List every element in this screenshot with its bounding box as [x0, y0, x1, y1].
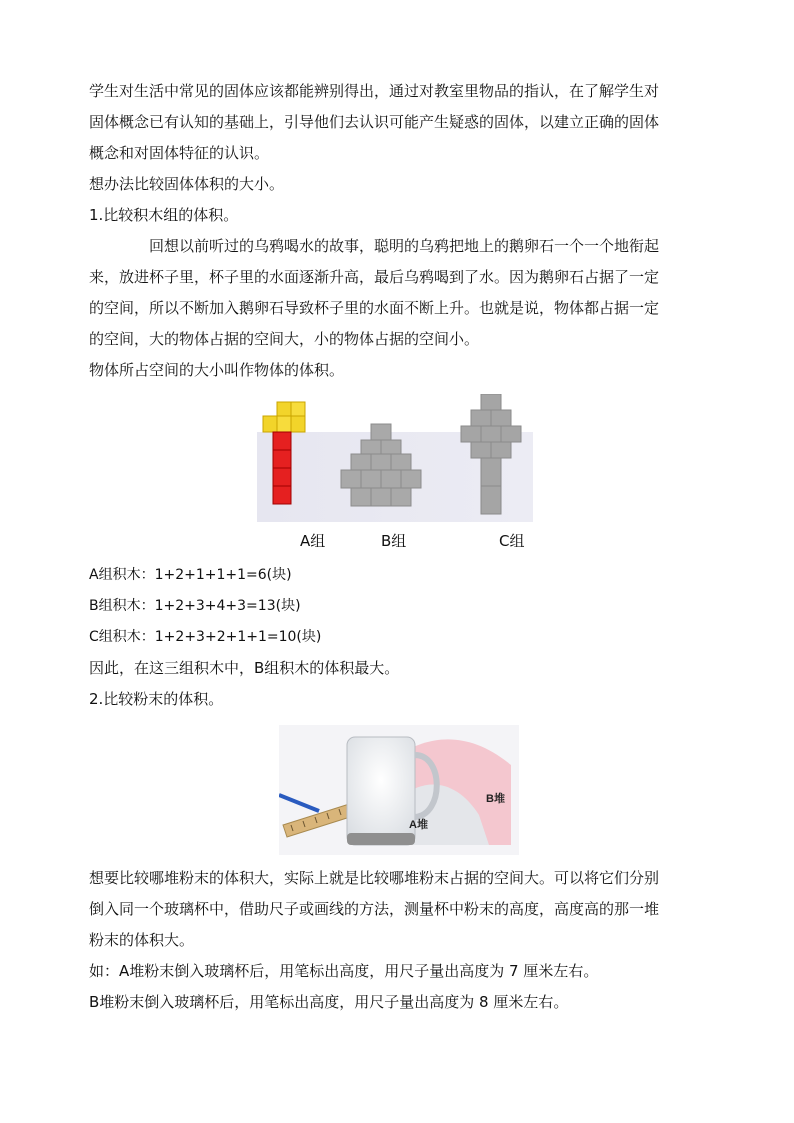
explain-line-3: 粉末的体积大。	[89, 931, 195, 949]
section2-title: 2.比较粉末的体积。	[89, 690, 224, 708]
intro-line-2: 固体概念已有认知的基础上，引导他们去认识可能产生疑惑的固体，以建立正确的固体	[89, 113, 660, 131]
example-pile-b: B堆粉末倒入玻璃杯后，用笔标出高度，用尺子量出高度为 8 厘米左右。	[89, 993, 569, 1011]
block-conclusion: 因此，在这三组积木中，B组积木的体积最大。	[89, 659, 400, 677]
explain-line-1: 想要比较哪堆粉末的体积大，实际上就是比较哪堆粉末占据的空间大。可以将它们分别	[89, 869, 660, 887]
story-line-1: 回想以前听过的乌鸦喝水的故事，聪明的乌鸦把地上的鹅卵石一个一个地衔起	[149, 237, 660, 255]
intro-line-1: 学生对生活中常见的固体应该都能辨别得出，通过对教室里物品的指认，在了解学生对	[89, 82, 660, 100]
document-page	[89, 76, 709, 1018]
section-heading: 想办法比较固体体积的大小。	[89, 175, 285, 193]
volume-definition: 物体所占空间的大小叫作物体的体积。	[89, 361, 345, 379]
powder-figure	[279, 725, 519, 855]
group-c-label: C组	[499, 532, 525, 550]
section1-title: 1.比较积木组的体积。	[89, 206, 239, 224]
story-line-3: 的空间，所以不断加入鹅卵石导致杯子里的水面不断上升。也就是说，物体都占据一定	[89, 299, 660, 317]
example-pile-a: 如：A堆粉末倒入玻璃杯后，用笔标出高度，用尺子量出高度为 7 厘米左右。	[89, 962, 599, 980]
explain-line-2: 倒入同一个玻璃杯中，借助尺子或画线的方法，测量杯中粉末的高度，高度高的那一堆	[89, 900, 660, 918]
pile-b-label: B堆	[486, 793, 505, 805]
story-line-4: 的空间，大的物体占据的空间大，小的物体占据的空间小。	[89, 330, 480, 348]
intro-line-3: 概念和对固体特征的认识。	[89, 144, 270, 162]
sum-group-c: C组积木：1+2+3+2+1+1=10(块)	[89, 629, 322, 645]
sum-group-a: A组积木：1+2+1+1+1=6(块)	[89, 567, 292, 583]
pile-a-label: A堆	[409, 819, 428, 831]
group-b-label: B组	[381, 532, 407, 550]
story-line-2: 来，放进杯子里，杯子里的水面逐渐升高，最后乌鸦喝到了水。因为鹅卵石占据了一定	[89, 268, 660, 286]
sum-group-b: B组积木：1+2+3+4+3=13(块)	[89, 598, 301, 614]
group-a-label: A组	[300, 532, 326, 550]
block-groups-figure	[257, 394, 533, 524]
block-group-labels	[89, 524, 709, 560]
